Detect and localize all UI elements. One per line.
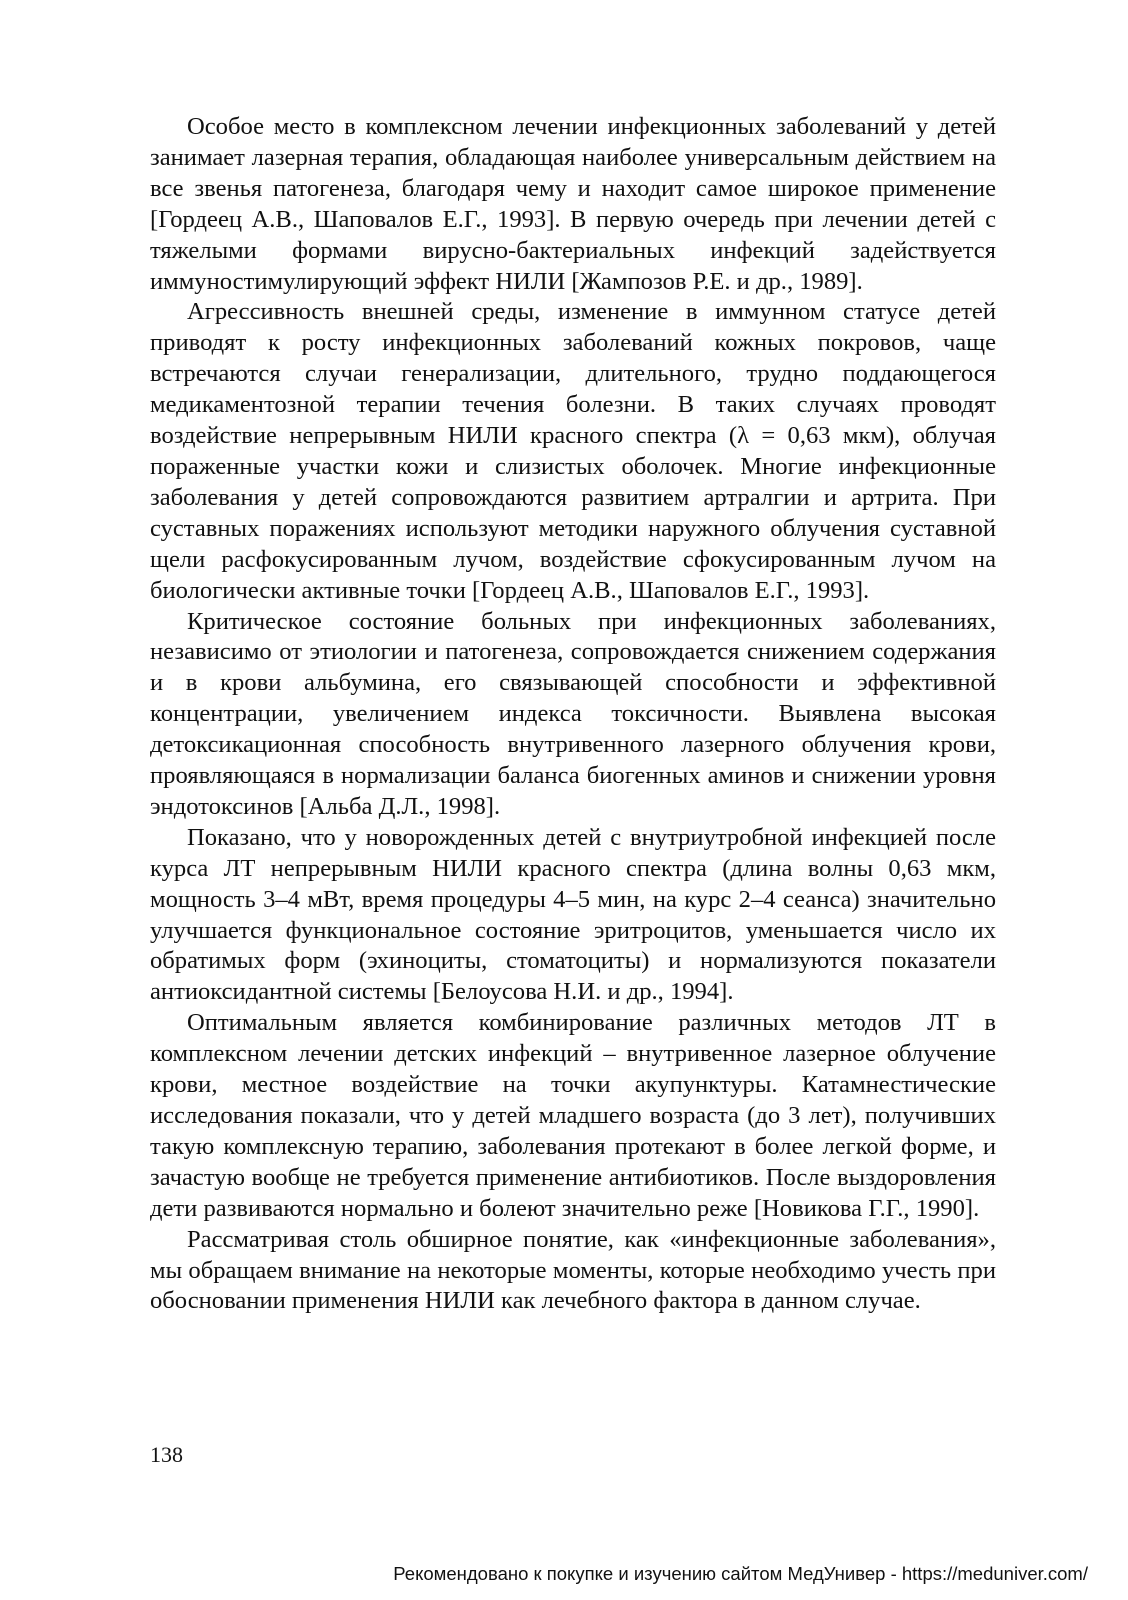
paragraph-2: Агрессивность внешней среды, изменение в иммунном статусе детей приводят к росту инфекционных заболеваний кожных покровов, чаще встречаются случаи генерализации, длительного, трудно поддающегося медикаментозной терапии течения болезни. В таких случаях проводят воздействие непрерывным НИЛИ красного спектра (λ = 0,63 мкм), облучая пораженные участки кожи и слизистых оболочек. Многие инфекционные заболевания у детей сопровождаются развитием артралгии и артрита. При суставных поражениях используют методики наружного облучения суставной щели расфокусированным лучом, воздействие сфокусированным лучом на биологически активные точки [Гордеец А.В., Шаповалов Е.Г., 1993].: [150, 298, 996, 604]
paragraph-6: Рассматривая столь обширное понятие, как «инфекционные заболевания», мы обращаем внимание на некоторые моменты, которые необходимо учесть при обосновании применения НИЛИ как лечебного фактора в данном случае.: [150, 1225, 996, 1315]
paragraph-5: Оптимальным является комбинирование различных методов ЛТ в комплексном лечении детских инфекций – внутривенное лазерное облучение крови, местное воздействие на точки акупунктуры. Катамнестические исследования показали, что у детей младшего возраста (до 3 лет), получивших такую комплексную терапию, заболевания протекают в более легкой форме, и зачастую вообще не требуется применение антибиотиков. После выздоровления дети развиваются нормально и болеют значительно реже [Новикова Г.Г., 1990].: [150, 1009, 996, 1222]
page-number: 138: [150, 1442, 183, 1467]
paragraph-3: Критическое состояние больных при инфекционных заболеваниях, независимо от этиологии и патогенеза, сопровождается снижением содержания и в крови альбумина, его связывающей способности и эффективной концентрации, увеличением индекса токсичности. Выявлена высокая детоксикационная способность внутривенного лазерного облучения крови, проявляющаяся в нормализации баланса биогенных аминов и снижении уровня эндотоксинов [Альба Д.Л., 1998].: [150, 607, 996, 820]
footer-watermark: Рекомендовано к покупке и изучению сайтом МедУнивер - https://meduniver.com/: [393, 1563, 1088, 1584]
paragraph-1: Особое место в комплексном лечении инфекционных заболеваний у детей занимает лазерная терапия, обладающая наиболее универсальным действием на все звенья патогенеза, благодаря чему и находит самое широкое применение [Гордеец А.В., Шаповалов Е.Г., 1993]. В первую очередь при лечении детей с тяжелыми формами вирусно-бактериальных инфекций задействуется иммуностимулирующий эффект НИЛИ [Жампозов Р.Е. и др., 1989].: [150, 113, 996, 295]
paragraph-4: Показано, что у новорожденных детей с внутриутробной инфекцией после курса ЛТ непрерывным НИЛИ красного спектра (длина волны 0,63 мкм, мощность 3–4 мВт, время процедуры 4–5 мин, на курс 2–4 сеанса) значительно улучшается функциональное состояние эритроцитов, уменьшается число их обратимых форм (эхиноциты, стоматоциты) и нормализуются показатели антиоксидантной системы [Белоусова Н.И. и др., 1994].: [150, 823, 996, 1006]
page-body: [150, 112, 996, 1317]
